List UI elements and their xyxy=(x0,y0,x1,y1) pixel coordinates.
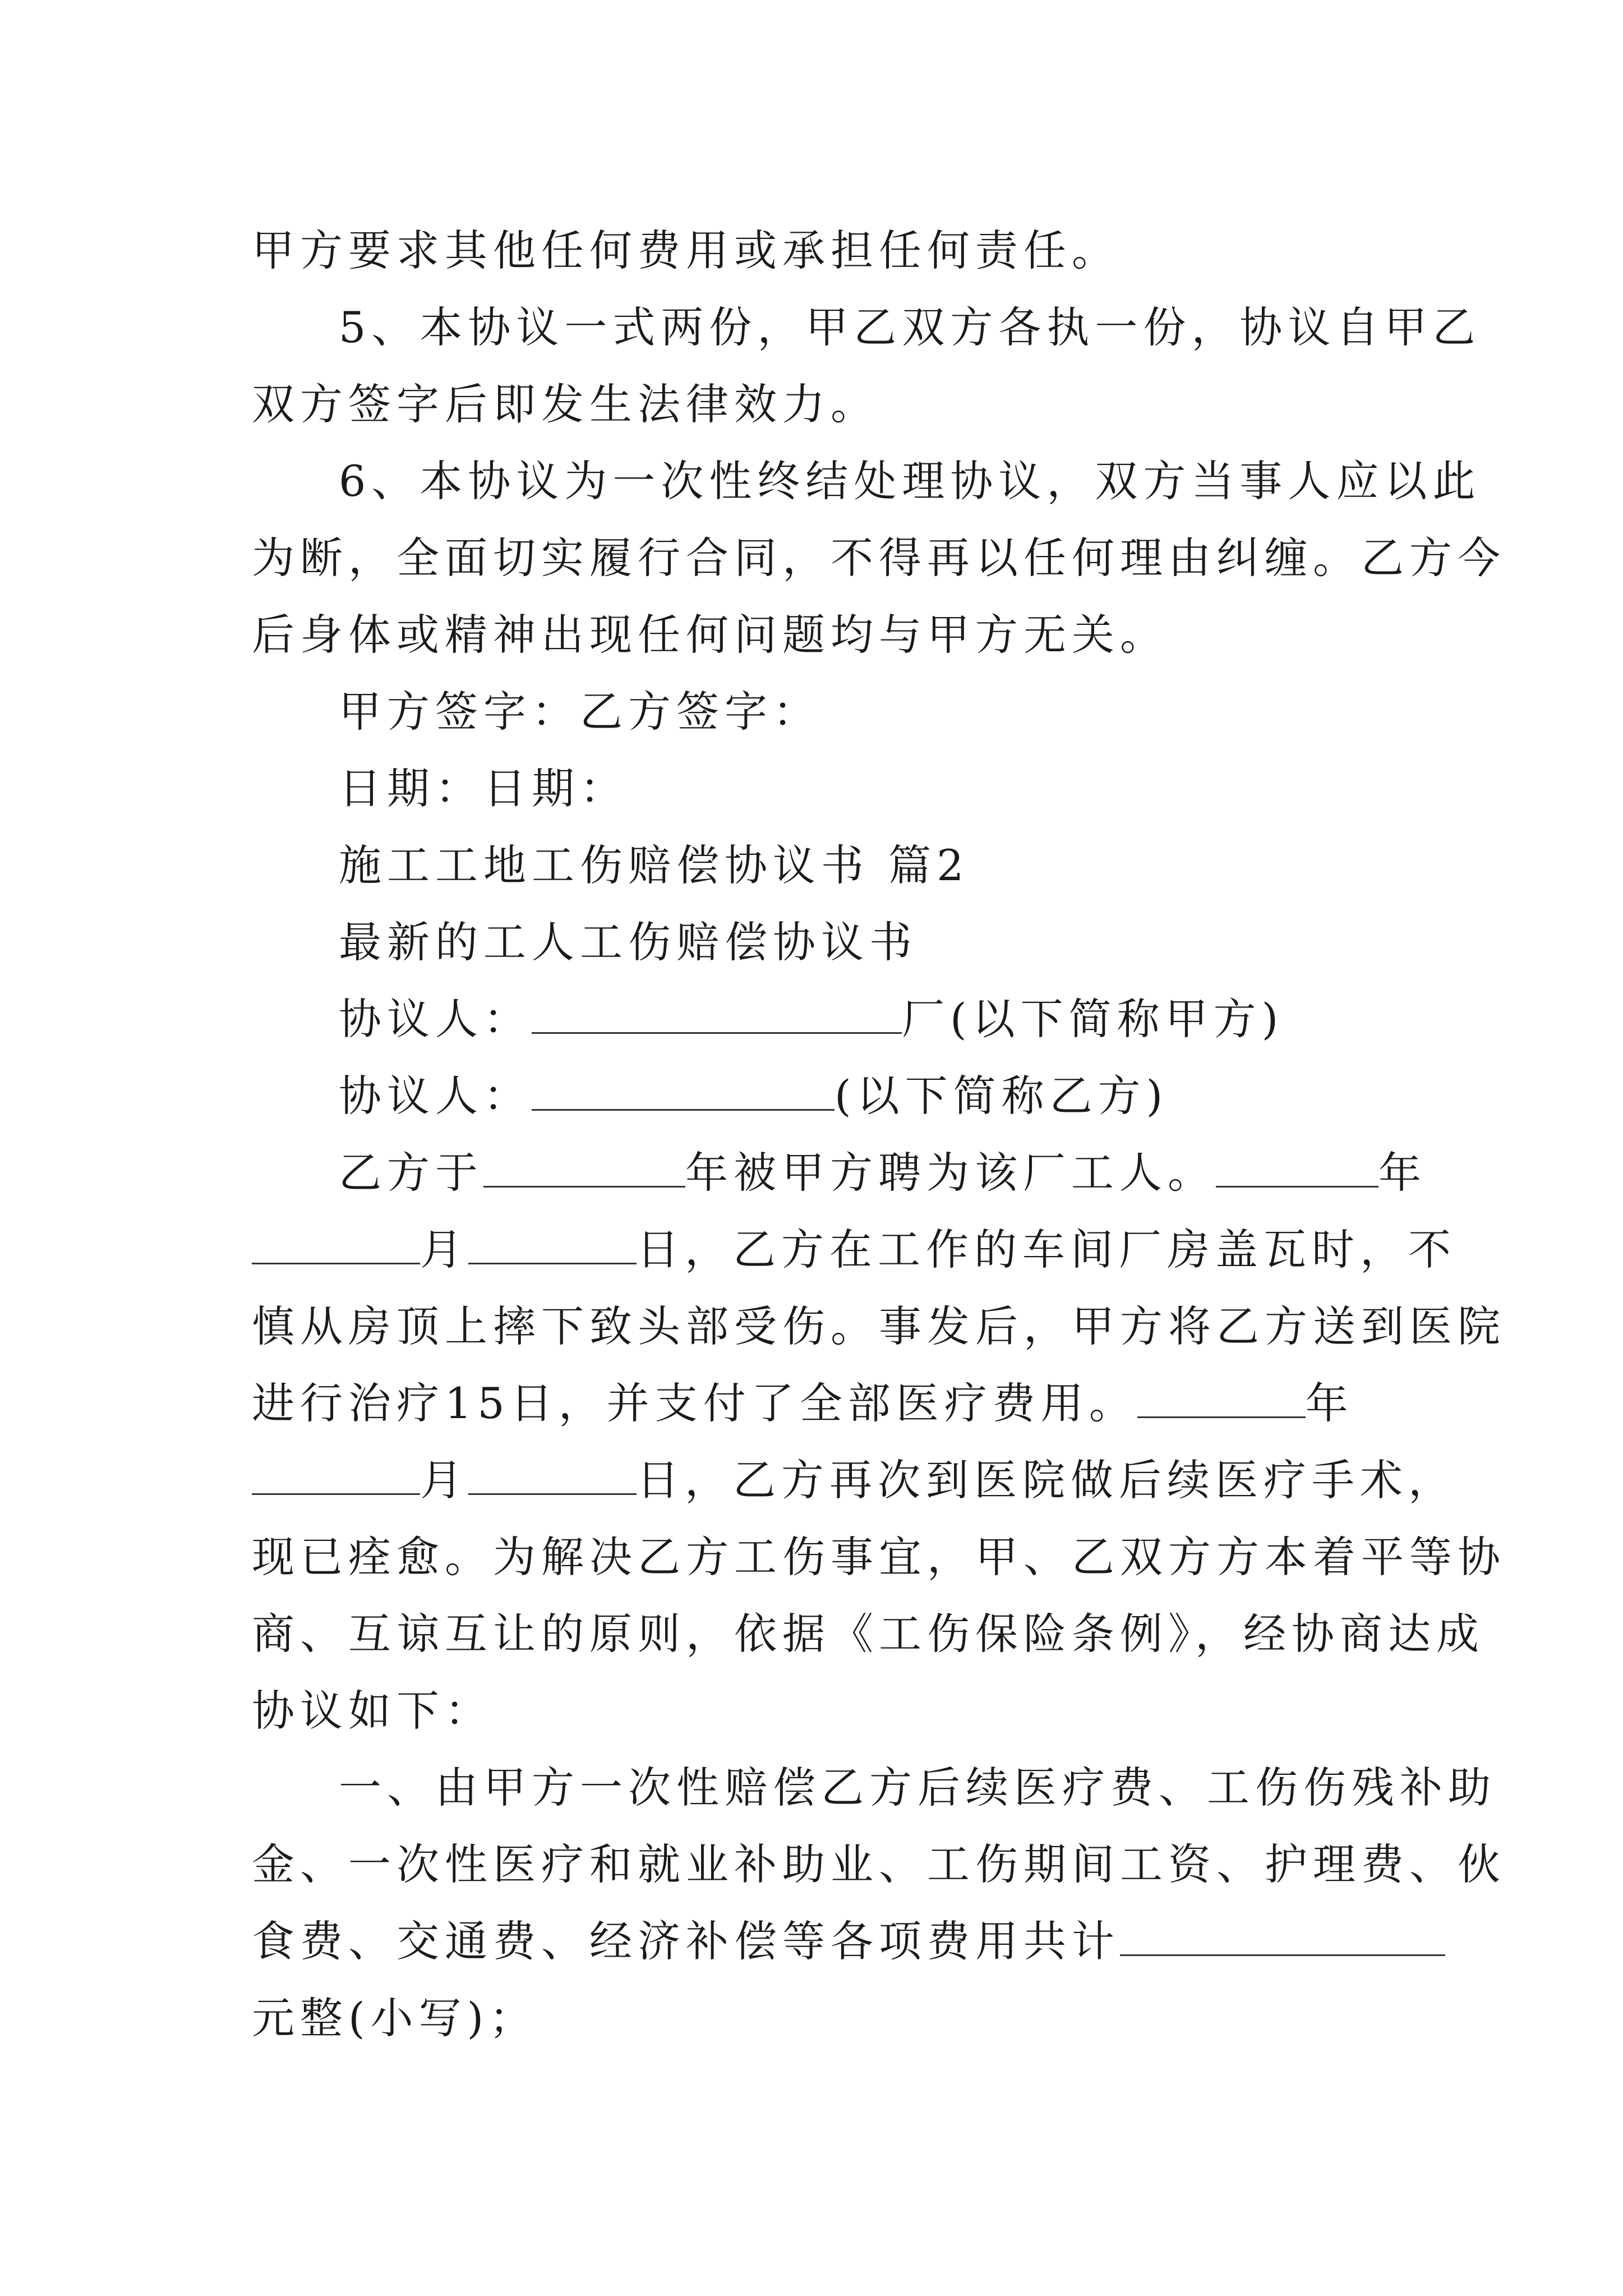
text-span: 月 xyxy=(420,1225,468,1274)
document-body xyxy=(252,212,1506,2056)
paragraph-line: 元整(小写)； xyxy=(252,1993,538,2043)
paragraph-line: 6、本协议为一次性终结处理协议，双方当事人应以此 xyxy=(339,456,1481,506)
party-b-label: 协议人： xyxy=(339,1071,532,1121)
text-span: 食费、交通费、经济补偿等各项费用共计 xyxy=(252,1916,1120,1966)
year-blank xyxy=(483,1144,685,1188)
party-a-line xyxy=(252,981,1382,1057)
party-a-blank xyxy=(532,991,902,1034)
text-span: 月 xyxy=(420,1455,468,1505)
date-line: 日期：日期： xyxy=(339,763,628,813)
paragraph-line: 商、互谅互让的原则，依据《工伤保险条例》，经协商达成 xyxy=(252,1609,1484,1659)
paragraph-line: 慎从房顶上摔下致头部受伤。事发后，甲方将乙方送到医院 xyxy=(252,1301,1506,1351)
text-span: 日，乙方在工作的车间厂房盖瓦时，不 xyxy=(637,1225,1456,1274)
paragraph-line: 5、本协议一式两份，甲乙双方各执一份，协议自甲乙 xyxy=(339,302,1481,352)
paragraph-line: 一、由甲方一次性赔偿乙方后续医疗费、工伤伤残补助 xyxy=(339,1763,1496,1812)
paragraph-line: 后身体或精神出现任何问题均与甲方无关。 xyxy=(252,610,1168,660)
month-blank xyxy=(252,1452,420,1495)
paragraph-line xyxy=(252,1134,1427,1211)
party-a-label: 协议人： xyxy=(339,994,532,1044)
amount-blank xyxy=(1120,1913,1445,1956)
text-span: 乙方于 xyxy=(339,1148,483,1198)
text-span: 进行治疗15日，并支付了全部医疗费用。 xyxy=(252,1378,1137,1428)
text-span: 日，乙方再次到医院做后续医疗手术， xyxy=(637,1455,1456,1505)
paragraph-line xyxy=(252,1211,1456,1288)
paragraph-line xyxy=(252,1442,1456,1519)
year-blank xyxy=(1137,1375,1306,1418)
paragraph-line: 金、一次性医疗和就业补助业、工伤期间工资、护理费、伙 xyxy=(252,1839,1506,1889)
year-blank xyxy=(1216,1144,1378,1188)
paragraph-line: 双方签字后即发生法律效力。 xyxy=(252,379,879,429)
month-blank xyxy=(252,1221,420,1264)
party-b-line xyxy=(252,1057,1382,1134)
day-blank xyxy=(468,1452,637,1495)
party-a-suffix: 厂(以下简称甲方) xyxy=(902,994,1284,1044)
paragraph-line: 为断，全面切实履行合同，不得再以任何理由纠缠。乙方今 xyxy=(252,533,1506,583)
document-title: 最新的工人工伤赔偿协议书 xyxy=(339,917,917,967)
text-span: 年 xyxy=(1378,1148,1427,1198)
signature-line: 甲方签字：乙方签字： xyxy=(339,687,821,737)
paragraph-line: 现已痊愈。为解决乙方工伤事宜，甲、乙双方方本着平等协 xyxy=(252,1532,1506,1582)
paragraph-line: 协议如下： xyxy=(252,1686,493,1736)
party-b-blank xyxy=(532,1068,834,1111)
day-blank xyxy=(468,1221,637,1264)
paragraph-line: 甲方要求其他任何费用或承担任何责任。 xyxy=(252,226,1120,275)
section-title: 施工工地工伤赔偿协议书 篇2 xyxy=(339,840,970,890)
party-b-suffix: (以下简称乙方) xyxy=(834,1071,1169,1121)
paragraph-line xyxy=(252,1903,1382,1980)
text-span: 年 xyxy=(1305,1378,1354,1428)
text-span: 年被甲方聘为该厂工人。 xyxy=(685,1148,1216,1198)
paragraph-line xyxy=(252,1365,1382,1442)
